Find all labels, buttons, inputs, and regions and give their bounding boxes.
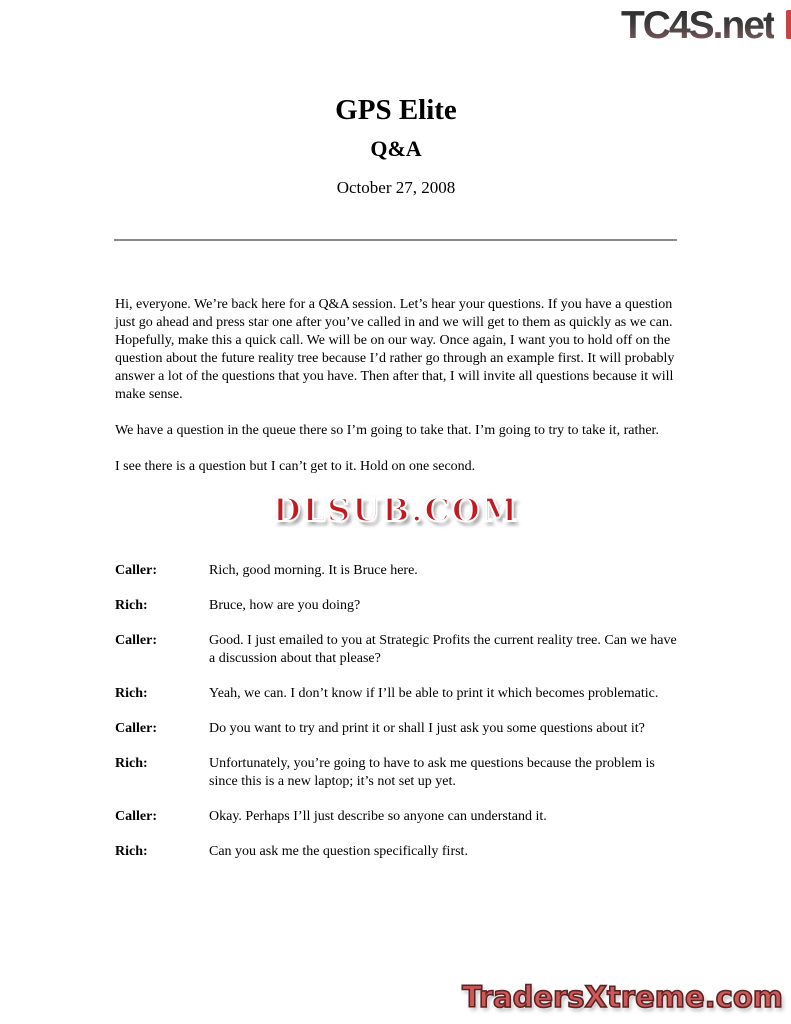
page-date: October 27, 2008 [336,178,456,197]
tc4s-watermark-logo: TC4S.net [620,4,774,47]
dialogue-row [115,562,677,580]
speaker-label: Caller: [115,809,157,824]
dialogue-row [115,720,677,738]
speaker-text: Yeah, we can. I don’t know if I’ll be able to print it which becomes problematic. [209,686,659,701]
speaker-text: Good. I just emailed to you at Strategic Profits the current reality tree. Can we have a discussion about that please? [209,633,677,666]
speaker-text: Can you ask me the question specifically first. [209,844,468,859]
speaker-label: Rich: [115,686,148,701]
dialogue-row [115,755,677,791]
dialogue-row [115,685,677,703]
dialogue-row [115,808,677,826]
dialogue-row [115,597,677,615]
intro-paragraph: Hi, everyone. We’re back here for a Q&A session. Let’s hear your questions. If you have a question just go ahead and press star one after you’ve called in and we will get to them as quickly as we can. Hopefully, make this a quick call. We will be on our way. Once again, I want you to hold off on the question about the future reality tree because I’d rather go through an example first. It will probably answer a lot of the questions that you have. Then after that, I will invite all questions because it will make sense. [115,297,675,402]
speaker-label: Rich: [115,844,148,859]
dialogue-row [115,632,677,668]
speaker-text: Okay. Perhaps I’ll just describe so anyone can understand it. [209,809,547,824]
speaker-text: Do you want to try and print it or shall I just ask you some questions about it? [209,721,645,736]
speaker-label: Caller: [115,633,157,648]
dialogue-section [115,562,677,878]
intro-paragraph: I see there is a question but I can’t get to it. Hold on one second. [115,459,476,474]
tradersxtreme-watermark-logo: TradersXtreme.com [462,980,783,1014]
speaker-text: Unfortunately, you’re going to have to ask me questions because the problem is since this is a new laptop; it’s not set up yet. [209,756,655,789]
speaker-label: Caller: [115,563,157,578]
speaker-label: Rich: [115,598,148,613]
red-edge-fragment [786,10,791,39]
intro-paragraph: We have a question in the queue there so I’m going to take that. I’m going to try to take it, rather. [115,423,659,438]
dialogue-row [115,843,677,861]
speaker-label: Caller: [115,721,157,736]
divider-line [114,239,677,241]
speaker-text: Bruce, how are you doing? [209,598,361,613]
page-subtitle: Q&A [370,136,422,161]
intro-section [115,296,677,494]
dlsub-watermark-logo: DLSUB.COM [272,491,520,529]
speaker-text: Rich, good morning. It is Bruce here. [209,563,418,578]
speaker-label: Rich: [115,756,148,771]
page-title: GPS Elite [335,94,457,126]
